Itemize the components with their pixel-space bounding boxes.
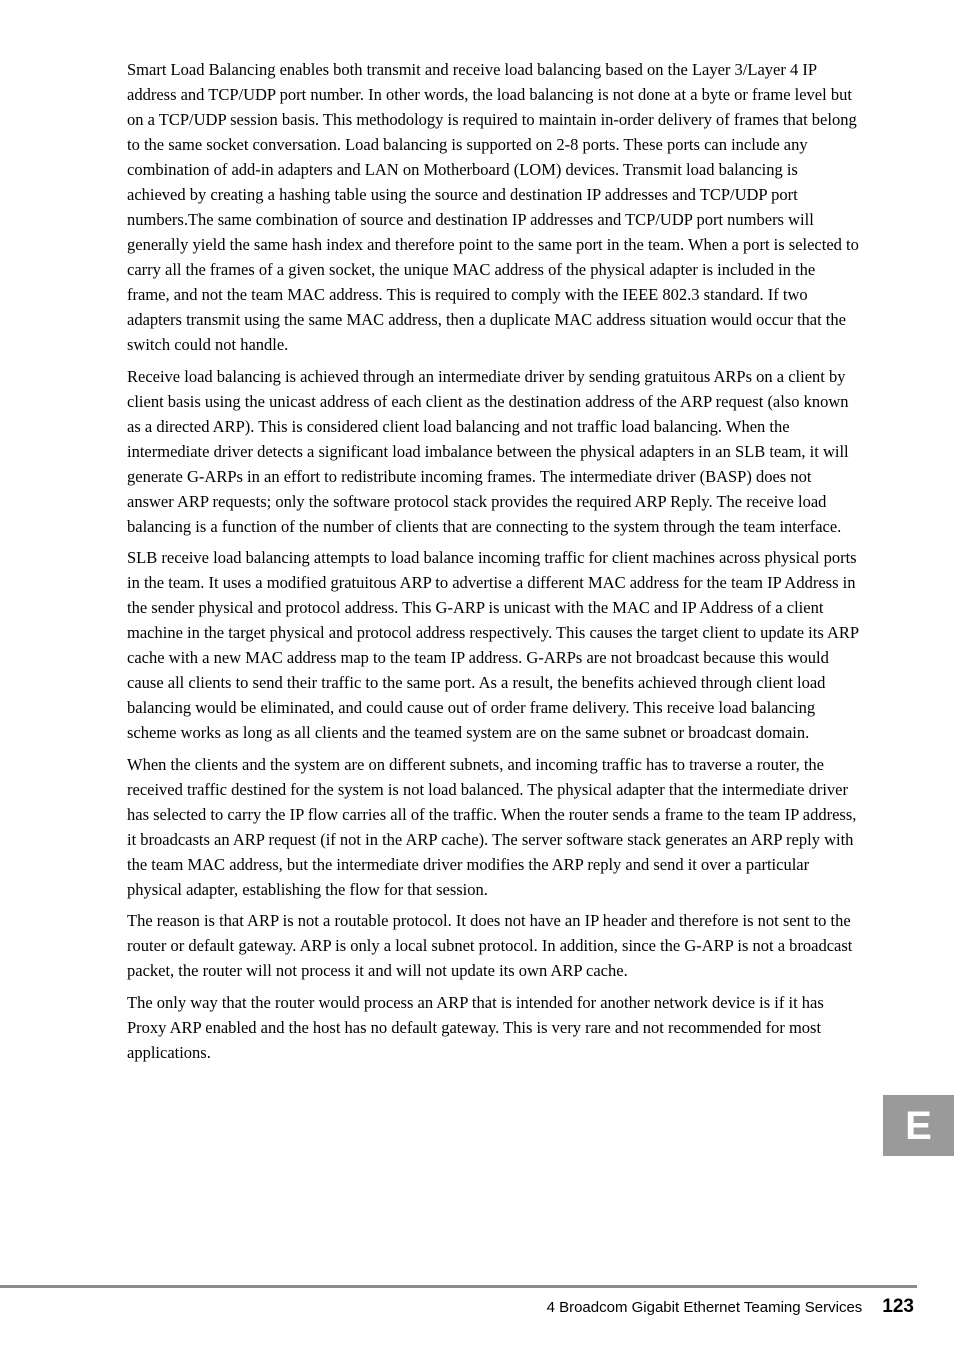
paragraph-4: When the clients and the system are on different subnets, and incoming traffic has to traverse a router, the received traffic destined for the system is not load balanced. The physical adapter that the intermediate driver has selected to carry the IP flow carries all of the traffic. When the router sends a frame to the team IP address, it broadcasts an ARP request (if not in the ARP cache). The server software stack generates an ARP reply with the team MAC address, but the intermediate driver modifies the ARP reply and send it over a particular physical adapter, establishing the flow for that session. <box>127 754 857 899</box>
body-text <box>127 57 860 1071</box>
page-footer <box>547 1296 914 1318</box>
chapter-tab <box>883 1095 954 1156</box>
paragraph-1: Smart Load Balancing enables both transmit and receive load balancing based on the Layer 3/Layer 4 IP address and TCP/UDP port number. In other words, the load balancing is not done at a byte or frame level but on a TCP/UDP session basis. This methodology is required to maintain in-order delivery of frames that belong to the same socket conversation. Load balancing is supported on 2-8 ports. These ports can include any combination of add-in adapters and LAN on Motherboard (LOM) devices. Transmit load balancing is achieved by creating a hashing table using the source and destination IP addresses and TCP/UDP port numbers.The same combination of source and destination IP addresses and TCP/UDP port numbers will generally yield the same hash index and therefore point to the same port in the team. When a port is selected to carry all the frames of a given socket, the unique MAC address of the physical adapter is included in the frame, and not the team MAC address. This is required to comply with the IEEE 802.3 standard. If two adapters transmit using the same MAC address, then a duplicate MAC address situation would occur that the switch could not handle. <box>127 60 859 354</box>
footer-chapter-title: 4 Broadcom Gigabit Ethernet Teaming Services <box>546 1299 863 1316</box>
paragraph-2: Receive load balancing is achieved through an intermediate driver by sending gratuitous ARPs on a client by client basis using the unicast address of each client as the destination address of the ARP request (also known as a directed ARP). This is considered client load balancing and not traffic load balancing. When the intermediate driver detects a significant load imbalance between the physical adapters in an SLB team, it will generate G-ARPs in an effort to redistribute incoming frames. The intermediate driver (BASP) does not answer ARP requests; only the software protocol stack provides the required ARP Reply. The receive load balancing is a function of the number of clients that are connecting to the system through the team interface. <box>127 366 849 536</box>
paragraph-3: SLB receive load balancing attempts to load balance incoming traffic for client machines across physical ports in the team. It uses a modified gratuitous ARP to advertise a different MAC address for the team IP Address in the sender physical and protocol address. This G-ARP is unicast with the MAC and IP Address of a client machine in the target physical and protocol address respectively. This causes the target client to update its ARP cache with a new MAC address map to the team IP address. G-ARPs are not broadcast because this would cause all clients to send their traffic to the same port. As a result, the benefits achieved through client load balancing would be eliminated, and could cause out of order frame delivery. This receive load balancing scheme works as long as all clients and the teamed system are on the same subnet or broadcast domain. <box>127 548 859 742</box>
paragraph-6: The only way that the router would process an ARP that is intended for another network device is if it has Proxy ARP enabled and the host has no default gateway. This is very rare and not recommended for most applications. <box>127 992 824 1062</box>
paragraph-5: The reason is that ARP is not a routable protocol. It does not have an IP header and therefore is not sent to the router or default gateway. ARP is only a local subnet protocol. In addition, since the G-ARP is not a broadcast packet, the router will not process it and will not update its own ARP cache. <box>127 911 853 980</box>
chapter-tab-letter: E <box>905 1103 932 1148</box>
page-number: 123 <box>882 1296 914 1317</box>
footer-rule <box>0 1285 917 1288</box>
